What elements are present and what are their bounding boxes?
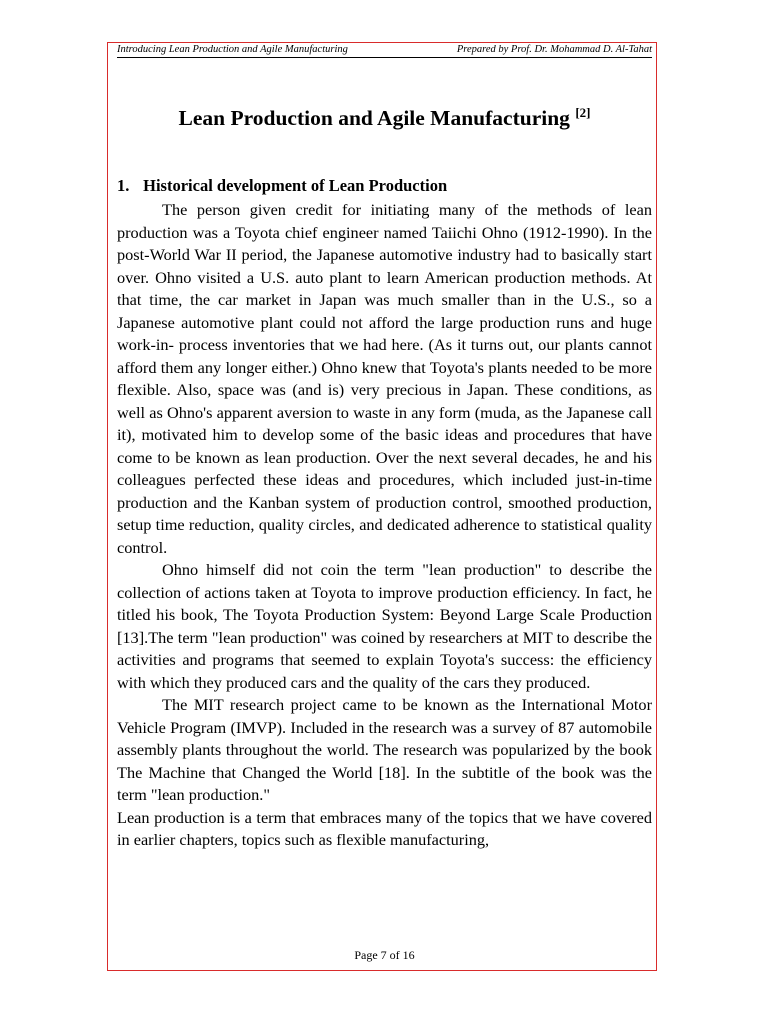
paragraph: Ohno himself did not coin the term "lean production" to describe the collection of actions taken at Toyota to improve production efficiency. In fact, he titled his book, The Toyota Production System: Beyond Large Scale Production [13].The term "lean production" was coined by researchers at MIT to describe the activities and programs that seemed to explain Toyota's success: the efficiency with which they produced cars and the quality of the cars they produced. (117, 560, 652, 692)
paragraph: The person given credit for initiating many of the methods of lean production was a Toyota chief engineer named Taiichi Ohno (1912-1990). In the post-World War II period, the Japanese automotive industry had to basically start over. Ohno visited a U.S. auto plant to learn American production methods. At that time, the car market in Japan was much smaller than in the U.S., so a Japanese automotive plant could not afford the large production runs and huge work-in- process inventories that we had here. (As it turns out, our plants cannot afford them any longer either.) Ohno knew that Toyota's plants needed to be more flexible. Also, space was (and is) very precious in Japan. These conditions, as well as Ohno's apparent aversion to waste in any form (muda, as the Japanese call it), motivated him to develop some of the basic ideas and procedures that have come to be known as lean production. Over the next several decades, he and his colleagues perfected these ideas and procedures, which included just-in-time production and the Kanban system of production control, smoothed production, setup time reduction, quality circles, and dedicated adherence to statistical quality control. (117, 200, 652, 557)
section-heading (117, 175, 652, 197)
running-header-left: Introducing Lean Production and Agile Manufacturing (117, 44, 348, 55)
paragraph: Lean production is a term that embraces many of the topics that we have covered in earlier chapters, topics such as flexible manufacturing, (117, 807, 652, 849)
document-title-text: Lean Production and Agile Manufacturing (178, 106, 570, 130)
header-divider (117, 57, 652, 58)
body-text (117, 199, 652, 852)
paragraph: The MIT research project came to be known as the International Motor Vehicle Program (IMVP). Included in the research was a survey of 87 automobile assembly plants throughout the world. The research was popularized by the book The Machine that Changed the World [18]. In the subtitle of the book was the term "lean production." (117, 695, 652, 804)
section-heading-text: Historical development of Lean Production (143, 176, 448, 195)
section-number: 1. (117, 176, 130, 195)
document-title (117, 103, 652, 133)
title-reference: [2] (575, 105, 591, 121)
running-header-right: Prepared by Prof. Dr. Mohammad D. Al-Tahat (456, 44, 652, 55)
running-header (117, 44, 652, 56)
page-number: Page 7 of 16 (354, 948, 415, 962)
